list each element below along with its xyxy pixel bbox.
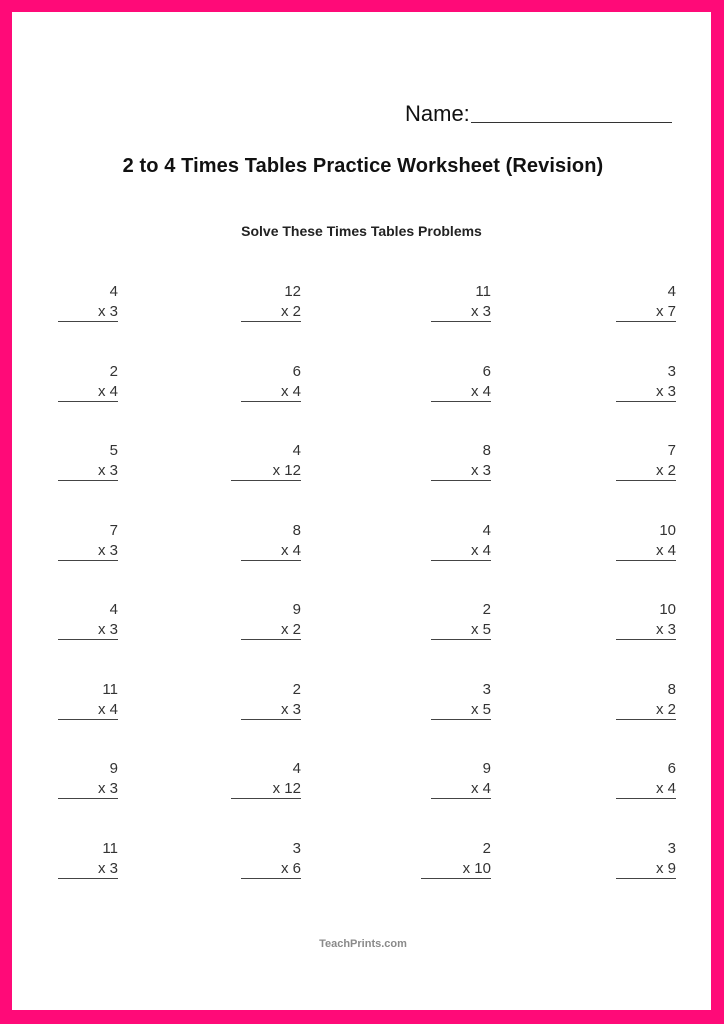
multiplicand: 2 xyxy=(109,363,118,380)
multiplicand: 10 xyxy=(659,601,676,618)
multiplier-with-answer-line: x 3 xyxy=(616,620,676,640)
multiplication-problem[interactable] xyxy=(616,600,676,640)
multiplier-with-answer-line: x 3 xyxy=(58,620,118,640)
multiplier-with-answer-line: x 3 xyxy=(58,779,118,799)
multiplication-problem[interactable] xyxy=(616,839,676,879)
multiplicand: 7 xyxy=(109,522,118,539)
multiplier-with-answer-line: x 10 xyxy=(421,859,491,879)
multiplicand: 9 xyxy=(292,601,301,618)
multiplier-with-answer-line: x 3 xyxy=(58,302,118,322)
multiplication-problem[interactable] xyxy=(421,839,491,879)
multiplication-problem[interactable] xyxy=(58,680,118,720)
multiplier-with-answer-line: x 4 xyxy=(431,541,491,561)
worksheet-page xyxy=(12,12,711,1010)
multiplication-problem[interactable] xyxy=(58,839,118,879)
multiplier-with-answer-line: x 4 xyxy=(616,779,676,799)
multiplication-problem[interactable] xyxy=(241,282,301,322)
multiplicand: 8 xyxy=(667,681,676,698)
multiplication-problem[interactable] xyxy=(431,521,491,561)
footer-brand: TeachPrints.com xyxy=(319,938,407,950)
multiplication-problem[interactable] xyxy=(431,362,491,402)
multiplication-problem[interactable] xyxy=(616,282,676,322)
multiplicand: 6 xyxy=(667,760,676,777)
multiplicand: 6 xyxy=(292,363,301,380)
multiplicand: 8 xyxy=(482,442,491,459)
multiplier-with-answer-line: x 3 xyxy=(58,541,118,561)
multiplication-problem[interactable] xyxy=(241,839,301,879)
multiplicand: 7 xyxy=(667,442,676,459)
multiplicand: 2 xyxy=(482,840,491,857)
multiplier-with-answer-line: x 2 xyxy=(616,461,676,481)
multiplication-problem[interactable] xyxy=(58,600,118,640)
multiplier-with-answer-line: x 12 xyxy=(231,779,301,799)
multiplier-with-answer-line: x 2 xyxy=(616,700,676,720)
multiplication-problem[interactable] xyxy=(431,680,491,720)
multiplier-with-answer-line: x 4 xyxy=(616,541,676,561)
multiplication-problem[interactable] xyxy=(431,600,491,640)
worksheet-title: 2 to 4 Times Tables Practice Worksheet (Revision) xyxy=(122,155,604,177)
multiplication-problem[interactable] xyxy=(58,441,118,481)
multiplication-problem[interactable] xyxy=(231,441,301,481)
multiplicand: 8 xyxy=(292,522,301,539)
multiplicand: 4 xyxy=(482,522,491,539)
name-blank-line[interactable] xyxy=(471,122,672,123)
multiplication-problem[interactable] xyxy=(58,362,118,402)
multiplicand: 3 xyxy=(482,681,491,698)
multiplier-with-answer-line: x 3 xyxy=(616,382,676,402)
multiplier-with-answer-line: x 4 xyxy=(58,700,118,720)
multiplication-problem[interactable] xyxy=(241,600,301,640)
multiplier-with-answer-line: x 9 xyxy=(616,859,676,879)
multiplier-with-answer-line: x 4 xyxy=(431,382,491,402)
multiplication-problem[interactable] xyxy=(431,441,491,481)
multiplication-problem[interactable] xyxy=(241,521,301,561)
multiplier-with-answer-line: x 5 xyxy=(431,620,491,640)
multiplicand: 9 xyxy=(482,760,491,777)
multiplicand: 4 xyxy=(109,601,118,618)
multiplication-problem[interactable] xyxy=(616,680,676,720)
multiplicand: 2 xyxy=(292,681,301,698)
multiplier-with-answer-line: x 4 xyxy=(431,779,491,799)
multiplier-with-answer-line: x 4 xyxy=(58,382,118,402)
multiplicand: 11 xyxy=(102,681,118,698)
multiplicand: 3 xyxy=(667,363,676,380)
multiplier-with-answer-line: x 3 xyxy=(58,461,118,481)
multiplicand: 3 xyxy=(667,840,676,857)
multiplicand: 10 xyxy=(659,522,676,539)
multiplicand: 4 xyxy=(292,760,301,777)
multiplier-with-answer-line: x 3 xyxy=(431,302,491,322)
instructions: Solve These Times Tables Problems xyxy=(241,223,482,239)
multiplication-problem[interactable] xyxy=(58,521,118,561)
multiplier-with-answer-line: x 4 xyxy=(241,541,301,561)
multiplicand: 11 xyxy=(475,283,491,300)
multiplicand: 5 xyxy=(109,442,118,459)
multiplication-problem[interactable] xyxy=(58,282,118,322)
multiplier-with-answer-line: x 5 xyxy=(431,700,491,720)
multiplication-problem[interactable] xyxy=(241,680,301,720)
multiplier-with-answer-line: x 2 xyxy=(241,302,301,322)
multiplier-with-answer-line: x 4 xyxy=(241,382,301,402)
multiplication-problem[interactable] xyxy=(58,759,118,799)
multiplier-with-answer-line: x 3 xyxy=(431,461,491,481)
multiplier-with-answer-line: x 2 xyxy=(241,620,301,640)
multiplicand: 6 xyxy=(482,363,491,380)
multiplier-with-answer-line: x 3 xyxy=(241,700,301,720)
multiplicand: 9 xyxy=(109,760,118,777)
multiplicand: 12 xyxy=(284,283,301,300)
multiplication-problem[interactable] xyxy=(616,441,676,481)
multiplication-problem[interactable] xyxy=(616,759,676,799)
multiplicand: 4 xyxy=(667,283,676,300)
multiplier-with-answer-line: x 3 xyxy=(58,859,118,879)
multiplier-with-answer-line: x 7 xyxy=(616,302,676,322)
multiplicand: 4 xyxy=(292,442,301,459)
multiplication-problem[interactable] xyxy=(431,282,491,322)
multiplication-problem[interactable] xyxy=(231,759,301,799)
name-field[interactable] xyxy=(405,97,672,127)
multiplicand: 11 xyxy=(102,840,118,857)
multiplicand: 3 xyxy=(292,840,301,857)
multiplicand: 4 xyxy=(109,283,118,300)
multiplicand: 2 xyxy=(482,601,491,618)
name-label: Name: xyxy=(405,101,470,126)
multiplier-with-answer-line: x 12 xyxy=(231,461,301,481)
multiplication-problem[interactable] xyxy=(616,521,676,561)
multiplication-problem[interactable] xyxy=(431,759,491,799)
multiplication-problem[interactable] xyxy=(616,362,676,402)
multiplier-with-answer-line: x 6 xyxy=(241,859,301,879)
multiplication-problem[interactable] xyxy=(241,362,301,402)
